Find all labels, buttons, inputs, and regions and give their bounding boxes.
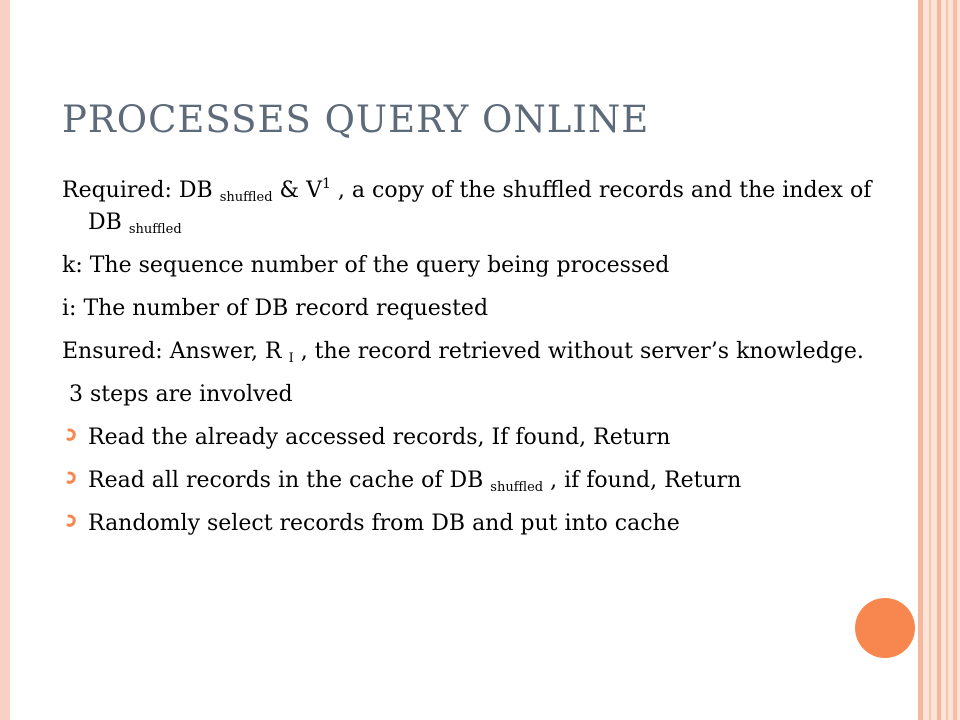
bullet-text-prefix: Read all records in the cache of DB <box>88 468 491 493</box>
ensured-rest: , the record retrieved without server’s knowledge. <box>293 339 864 364</box>
bullet-item <box>62 465 892 497</box>
required-subscript-2: shuffled <box>128 222 182 237</box>
decorative-stripe <box>937 0 941 720</box>
bullet-text: Read the already accessed records, If found, Return <box>88 425 671 450</box>
bullet-subscript: shuffled <box>490 480 544 495</box>
ensured-subscript: I <box>288 351 294 366</box>
ensured-line <box>62 336 892 368</box>
left-frame-border <box>0 0 10 720</box>
decorative-circle <box>855 598 915 658</box>
bullet-item <box>62 422 892 454</box>
slide-title: PROCESSES QUERY ONLINE <box>62 98 650 141</box>
bullet-icon <box>62 514 76 530</box>
required-superscript: 1 <box>322 176 331 192</box>
required-rest: , a copy of the shuffled records and the index of DB <box>88 178 872 235</box>
decorative-stripe <box>946 0 948 720</box>
bullet-item <box>62 508 892 540</box>
bullet-text-rest: , if found, Return <box>543 468 742 493</box>
decorative-stripe <box>929 0 931 720</box>
i-line: i: The number of DB record requested <box>62 296 489 321</box>
slide-body <box>62 175 892 551</box>
required-mid: & V <box>272 178 322 203</box>
decorative-stripe <box>953 0 957 720</box>
required-line <box>62 175 892 239</box>
required-prefix: Required: DB <box>62 178 220 203</box>
bullet-text: Randomly select records from DB and put into cache <box>88 511 680 536</box>
bullet-icon <box>62 428 76 444</box>
required-subscript-1: shuffled <box>219 190 273 205</box>
decorative-stripe <box>918 0 923 720</box>
ensured-prefix: Ensured: Answer, R <box>62 339 289 364</box>
k-line: k: The sequence number of the query being processed <box>62 253 670 278</box>
bullet-icon <box>62 471 76 487</box>
steps-intro: 3 steps are involved <box>62 382 293 407</box>
